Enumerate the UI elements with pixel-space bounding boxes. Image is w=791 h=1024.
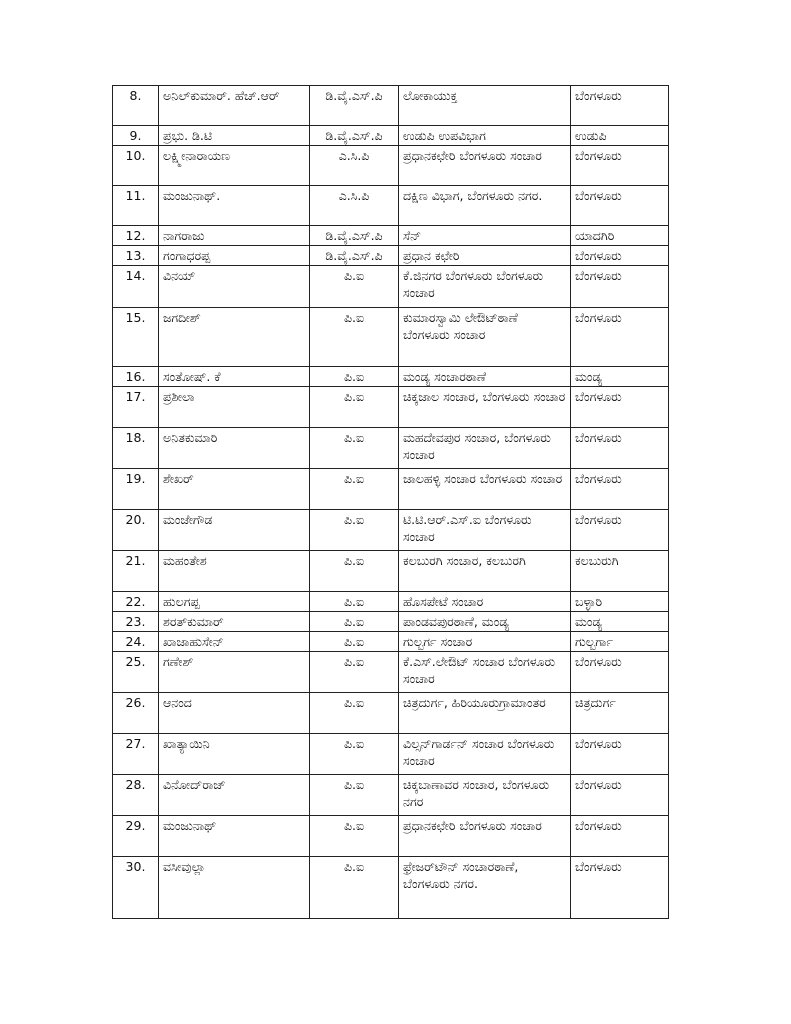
- posting-office: ಚಿತ್ರದುರ್ಗ, ಹಿರಿಯೂರುಗ್ರಾಮಾಂತರ: [399, 693, 571, 734]
- officer-rank: ಪಿ.ಐ: [310, 387, 399, 428]
- table-row: [113, 246, 669, 266]
- serial-number: 9.: [113, 126, 159, 146]
- officer-rank: ಪಿ.ಐ: [310, 693, 399, 734]
- posting-district: ಕಲಬುರುಗಿ: [571, 551, 669, 592]
- posting-district: ಬೆಂಗಳೂರು: [571, 246, 669, 266]
- officer-rank: ಎ.ಸಿ.ಪಿ: [310, 146, 399, 186]
- posting-office: ಲೋಕಾಯುಕ್ತ: [399, 86, 571, 126]
- officer-name: ಮಂಜುನಾಥ್.: [159, 186, 310, 226]
- table-row: [113, 734, 669, 775]
- table-row: [113, 775, 669, 816]
- serial-number: 29.: [113, 816, 159, 857]
- officer-rank: ಪಿ.ಐ: [310, 632, 399, 652]
- posting-district: ಬೆಂಗಳೂರು: [571, 857, 669, 919]
- table-row: [113, 510, 669, 551]
- table-row: [113, 126, 669, 146]
- posting-district: ಗುಲ್ಬರ್ಗಾ: [571, 632, 669, 652]
- table-row: [113, 428, 669, 469]
- posting-office: ಮಹದೇವಪುರ ಸಂಚಾರ, ಬೆಂಗಳೂರು ಸಂಚಾರ: [399, 428, 571, 469]
- table-row: [113, 387, 669, 428]
- officer-rank: ಪಿ.ಐ: [310, 266, 399, 308]
- posting-office: ಸೆನ್: [399, 226, 571, 246]
- serial-number: 22.: [113, 592, 159, 612]
- posting-office: ಗುಲ್ಬರ್ಗ ಸಂಚಾರ: [399, 632, 571, 652]
- table-row: [113, 592, 669, 612]
- officer-name: ಪ್ರಶೀಲಾ: [159, 387, 310, 428]
- table-row: [113, 551, 669, 592]
- posting-office: ಪ್ರಧಾನ ಕಛೇರಿ: [399, 246, 571, 266]
- officer-rank: ಪಿ.ಐ: [310, 734, 399, 775]
- officer-name: ಅನಿಲ್‌ಕುಮಾರ್. ಹೆಚ್.ಆರ್: [159, 86, 310, 126]
- table-row: [113, 469, 669, 510]
- officer-name: ಮಹಂತೇಶ: [159, 551, 310, 592]
- table-row: [113, 308, 669, 367]
- serial-number: 27.: [113, 734, 159, 775]
- officer-rank: ಡಿ.ವೈ.ಎಸ್.ಪಿ: [310, 126, 399, 146]
- posting-office: ಪಾಂಡವಪುರಠಾಣೆ, ಮಂಡ್ಯ: [399, 612, 571, 632]
- posting-district: ಬೆಂಗಳೂರು: [571, 387, 669, 428]
- officer-rank: ಪಿ.ಐ: [310, 551, 399, 592]
- posting-office: ಜಾಲಹಳ್ಳಿ ಸಂಚಾರ ಬೆಂಗಳೂರು ಸಂಚಾರ: [399, 469, 571, 510]
- posting-district: ಬೆಂಗಳೂರು: [571, 469, 669, 510]
- serial-number: 13.: [113, 246, 159, 266]
- officer-name: ಮಂಜೇಗೌಡ: [159, 510, 310, 551]
- table-row: [113, 146, 669, 186]
- officer-rank: ಡಿ.ವೈ.ಎಸ್.ಪಿ: [310, 86, 399, 126]
- officer-rank: ಡಿ.ವೈ.ಎಸ್.ಪಿ: [310, 246, 399, 266]
- officer-rank: ಪಿ.ಐ: [310, 428, 399, 469]
- posting-district: ಬೆಂಗಳೂರು: [571, 266, 669, 308]
- posting-district: ಮಂಡ್ಯ: [571, 367, 669, 387]
- posting-district: ಬೆಂಗಳೂರು: [571, 186, 669, 226]
- posting-office: ವಿಲ್ಸನ್‌ಗಾರ್ಡನ್ ಸಂಚಾರ ಬೆಂಗಳೂರು ಸಂಚಾರ: [399, 734, 571, 775]
- table-row: [113, 612, 669, 632]
- officer-name: ಪ್ರಭು. ಡಿ.ಟಿ: [159, 126, 310, 146]
- officer-rank: ಪಿ.ಐ: [310, 308, 399, 367]
- serial-number: 30.: [113, 857, 159, 919]
- serial-number: 25.: [113, 652, 159, 693]
- posting-district: ಉಡುಪಿ: [571, 126, 669, 146]
- serial-number: 14.: [113, 266, 159, 308]
- posting-office: ಚಿಕ್ಕಬಾಣಾವರ ಸಂಚಾರ, ಬೆಂಗಳೂರು ನಗರ: [399, 775, 571, 816]
- posting-office: ಚಿಕ್ಕಜಾಲ ಸಂಚಾರ, ಬೆಂಗಳೂರು ಸಂಚಾರ: [399, 387, 571, 428]
- table-row: [113, 816, 669, 857]
- table-row: [113, 266, 669, 308]
- serial-number: 18.: [113, 428, 159, 469]
- posting-district: ಬೆಂಗಳೂರು: [571, 816, 669, 857]
- serial-number: 28.: [113, 775, 159, 816]
- officer-name: ನಾಗರಾಜು: [159, 226, 310, 246]
- posting-office: ಕಲಬುರಗಿ ಸಂಚಾರ, ಕಲಬುರಗಿ: [399, 551, 571, 592]
- serial-number: 21.: [113, 551, 159, 592]
- serial-number: 24.: [113, 632, 159, 652]
- officer-name: ಖಾಜಾಹುಸೇನ್: [159, 632, 310, 652]
- serial-number: 17.: [113, 387, 159, 428]
- officer-name: ಜಗದೀಶ್: [159, 308, 310, 367]
- officer-name: ಲಕ್ಷ್ಮೀನಾರಾಯಣ: [159, 146, 310, 186]
- posting-district: ಚಿತ್ರದುರ್ಗ: [571, 693, 669, 734]
- posting-office: ಕುಮಾರಸ್ವಾಮಿ ಲೇಔಟ್‌ಠಾಣೆ ಬೆಂಗಳೂರು ಸಂಚಾರ: [399, 308, 571, 367]
- officer-rank: ಪಿ.ಐ: [310, 469, 399, 510]
- posting-office: ಪ್ರಧಾನಕಛೇರಿ ಬೆಂಗಳೂರು ಸಂಚಾರ: [399, 146, 571, 186]
- officer-rank: ಪಿ.ಐ: [310, 612, 399, 632]
- officer-name: ವಿನಯ್: [159, 266, 310, 308]
- officer-name: ಸಂತೋಷ್. ಕೆ: [159, 367, 310, 387]
- serial-number: 16.: [113, 367, 159, 387]
- officer-name: ಶೇಖರ್: [159, 469, 310, 510]
- serial-number: 23.: [113, 612, 159, 632]
- officer-name: ಗಂಗಾಧರಪ್ಪ: [159, 246, 310, 266]
- officer-rank: ಪಿ.ಐ: [310, 816, 399, 857]
- posting-district: ಯಾದಗಿರಿ: [571, 226, 669, 246]
- table-row: [113, 226, 669, 246]
- posting-district: ಬೆಂಗಳೂರು: [571, 734, 669, 775]
- officer-rank: ಪಿ.ಐ: [310, 510, 399, 551]
- posting-office: ಪ್ರಧಾನಕಛೇರಿ ಬೆಂಗಳೂರು ಸಂಚಾರ: [399, 816, 571, 857]
- officer-rank: ಎ.ಸಿ.ಪಿ: [310, 186, 399, 226]
- table-row: [113, 186, 669, 226]
- table-row: [113, 86, 669, 126]
- serial-number: 26.: [113, 693, 159, 734]
- serial-number: 8.: [113, 86, 159, 126]
- posting-office: ಹೊಸಪೇಟೆ ಸಂಚಾರ: [399, 592, 571, 612]
- table-row: [113, 632, 669, 652]
- posting-office: ಟಿ.ಟಿ.ಆರ್.ಎಸ್.ಐ ಬೆಂಗಳೂರು ಸಂಚಾರ: [399, 510, 571, 551]
- table-row: [113, 857, 669, 919]
- officer-rank: ಪಿ.ಐ: [310, 775, 399, 816]
- posting-district: ಬಳ್ಳಾರಿ: [571, 592, 669, 612]
- officer-name: ಖಾತ್ಯಾಯಿನಿ: [159, 734, 310, 775]
- officer-rank: ಪಿ.ಐ: [310, 367, 399, 387]
- table-row: [113, 693, 669, 734]
- posting-district: ಬೆಂಗಳೂರು: [571, 775, 669, 816]
- officer-rank: ಡಿ.ವೈ.ಎಸ್.ಪಿ: [310, 226, 399, 246]
- officer-name: ಹುಲಗಪ್ಪ: [159, 592, 310, 612]
- officer-name: ಗಣೇಶ್: [159, 652, 310, 693]
- serial-number: 11.: [113, 186, 159, 226]
- table-row: [113, 652, 669, 693]
- posting-office: ಫ್ರೇಜರ್‌ಟೌನ್ ಸಂಚಾರಠಾಣೆ, ಬೆಂಗಳೂರು ನಗರ.: [399, 857, 571, 919]
- serial-number: 12.: [113, 226, 159, 246]
- posting-district: ಬೆಂಗಳೂರು: [571, 510, 669, 551]
- officer-rank: ಪಿ.ಐ: [310, 652, 399, 693]
- officer-name: ಮಂಜುನಾಥ್: [159, 816, 310, 857]
- serial-number: 15.: [113, 308, 159, 367]
- posting-office: ಮಂಡ್ಯ ಸಂಚಾರಠಾಣೆ: [399, 367, 571, 387]
- serial-number: 20.: [113, 510, 159, 551]
- posting-district: ಬೆಂಗಳೂರು: [571, 428, 669, 469]
- posting-district: ಬೆಂಗಳೂರು: [571, 86, 669, 126]
- posting-district: ಮಂಡ್ಯ: [571, 612, 669, 632]
- serial-number: 10.: [113, 146, 159, 186]
- posting-office: ಉಡುಪಿ ಉಪವಿಭಾಗ: [399, 126, 571, 146]
- posting-district: ಬೆಂಗಳೂರು: [571, 652, 669, 693]
- posting-district: ಬೆಂಗಳೂರು: [571, 146, 669, 186]
- posting-office: ದಕ್ಷಿಣ ವಿಭಾಗ, ಬೆಂಗಳೂರು ನಗರ.: [399, 186, 571, 226]
- officer-transfer-table: [112, 85, 669, 919]
- officer-name: ಶರತ್‌ಕುಮಾರ್: [159, 612, 310, 632]
- posting-district: ಬೆಂಗಳೂರು: [571, 308, 669, 367]
- officer-name: ಆನಂದ: [159, 693, 310, 734]
- officer-name: ವಸೀವುಲ್ಲಾ: [159, 857, 310, 919]
- officer-rank: ಪಿ.ಐ: [310, 592, 399, 612]
- posting-office: ಕೆ.ಜಿನಗರ ಬೆಂಗಳೂರು ಬೆಂಗಳೂರು ಸಂಚಾರ: [399, 266, 571, 308]
- officer-name: ವಿನೋದ್‌ರಾಜ್: [159, 775, 310, 816]
- table-row: [113, 367, 669, 387]
- officer-name: ಅನಿತಕುಮಾರಿ: [159, 428, 310, 469]
- officer-rank: ಪಿ.ಐ: [310, 857, 399, 919]
- posting-office: ಕೆ.ಎಸ್.ಲೇಔಟ್ ಸಂಚಾರ ಬೆಂಗಳೂರು ಸಂಚಾರ: [399, 652, 571, 693]
- serial-number: 19.: [113, 469, 159, 510]
